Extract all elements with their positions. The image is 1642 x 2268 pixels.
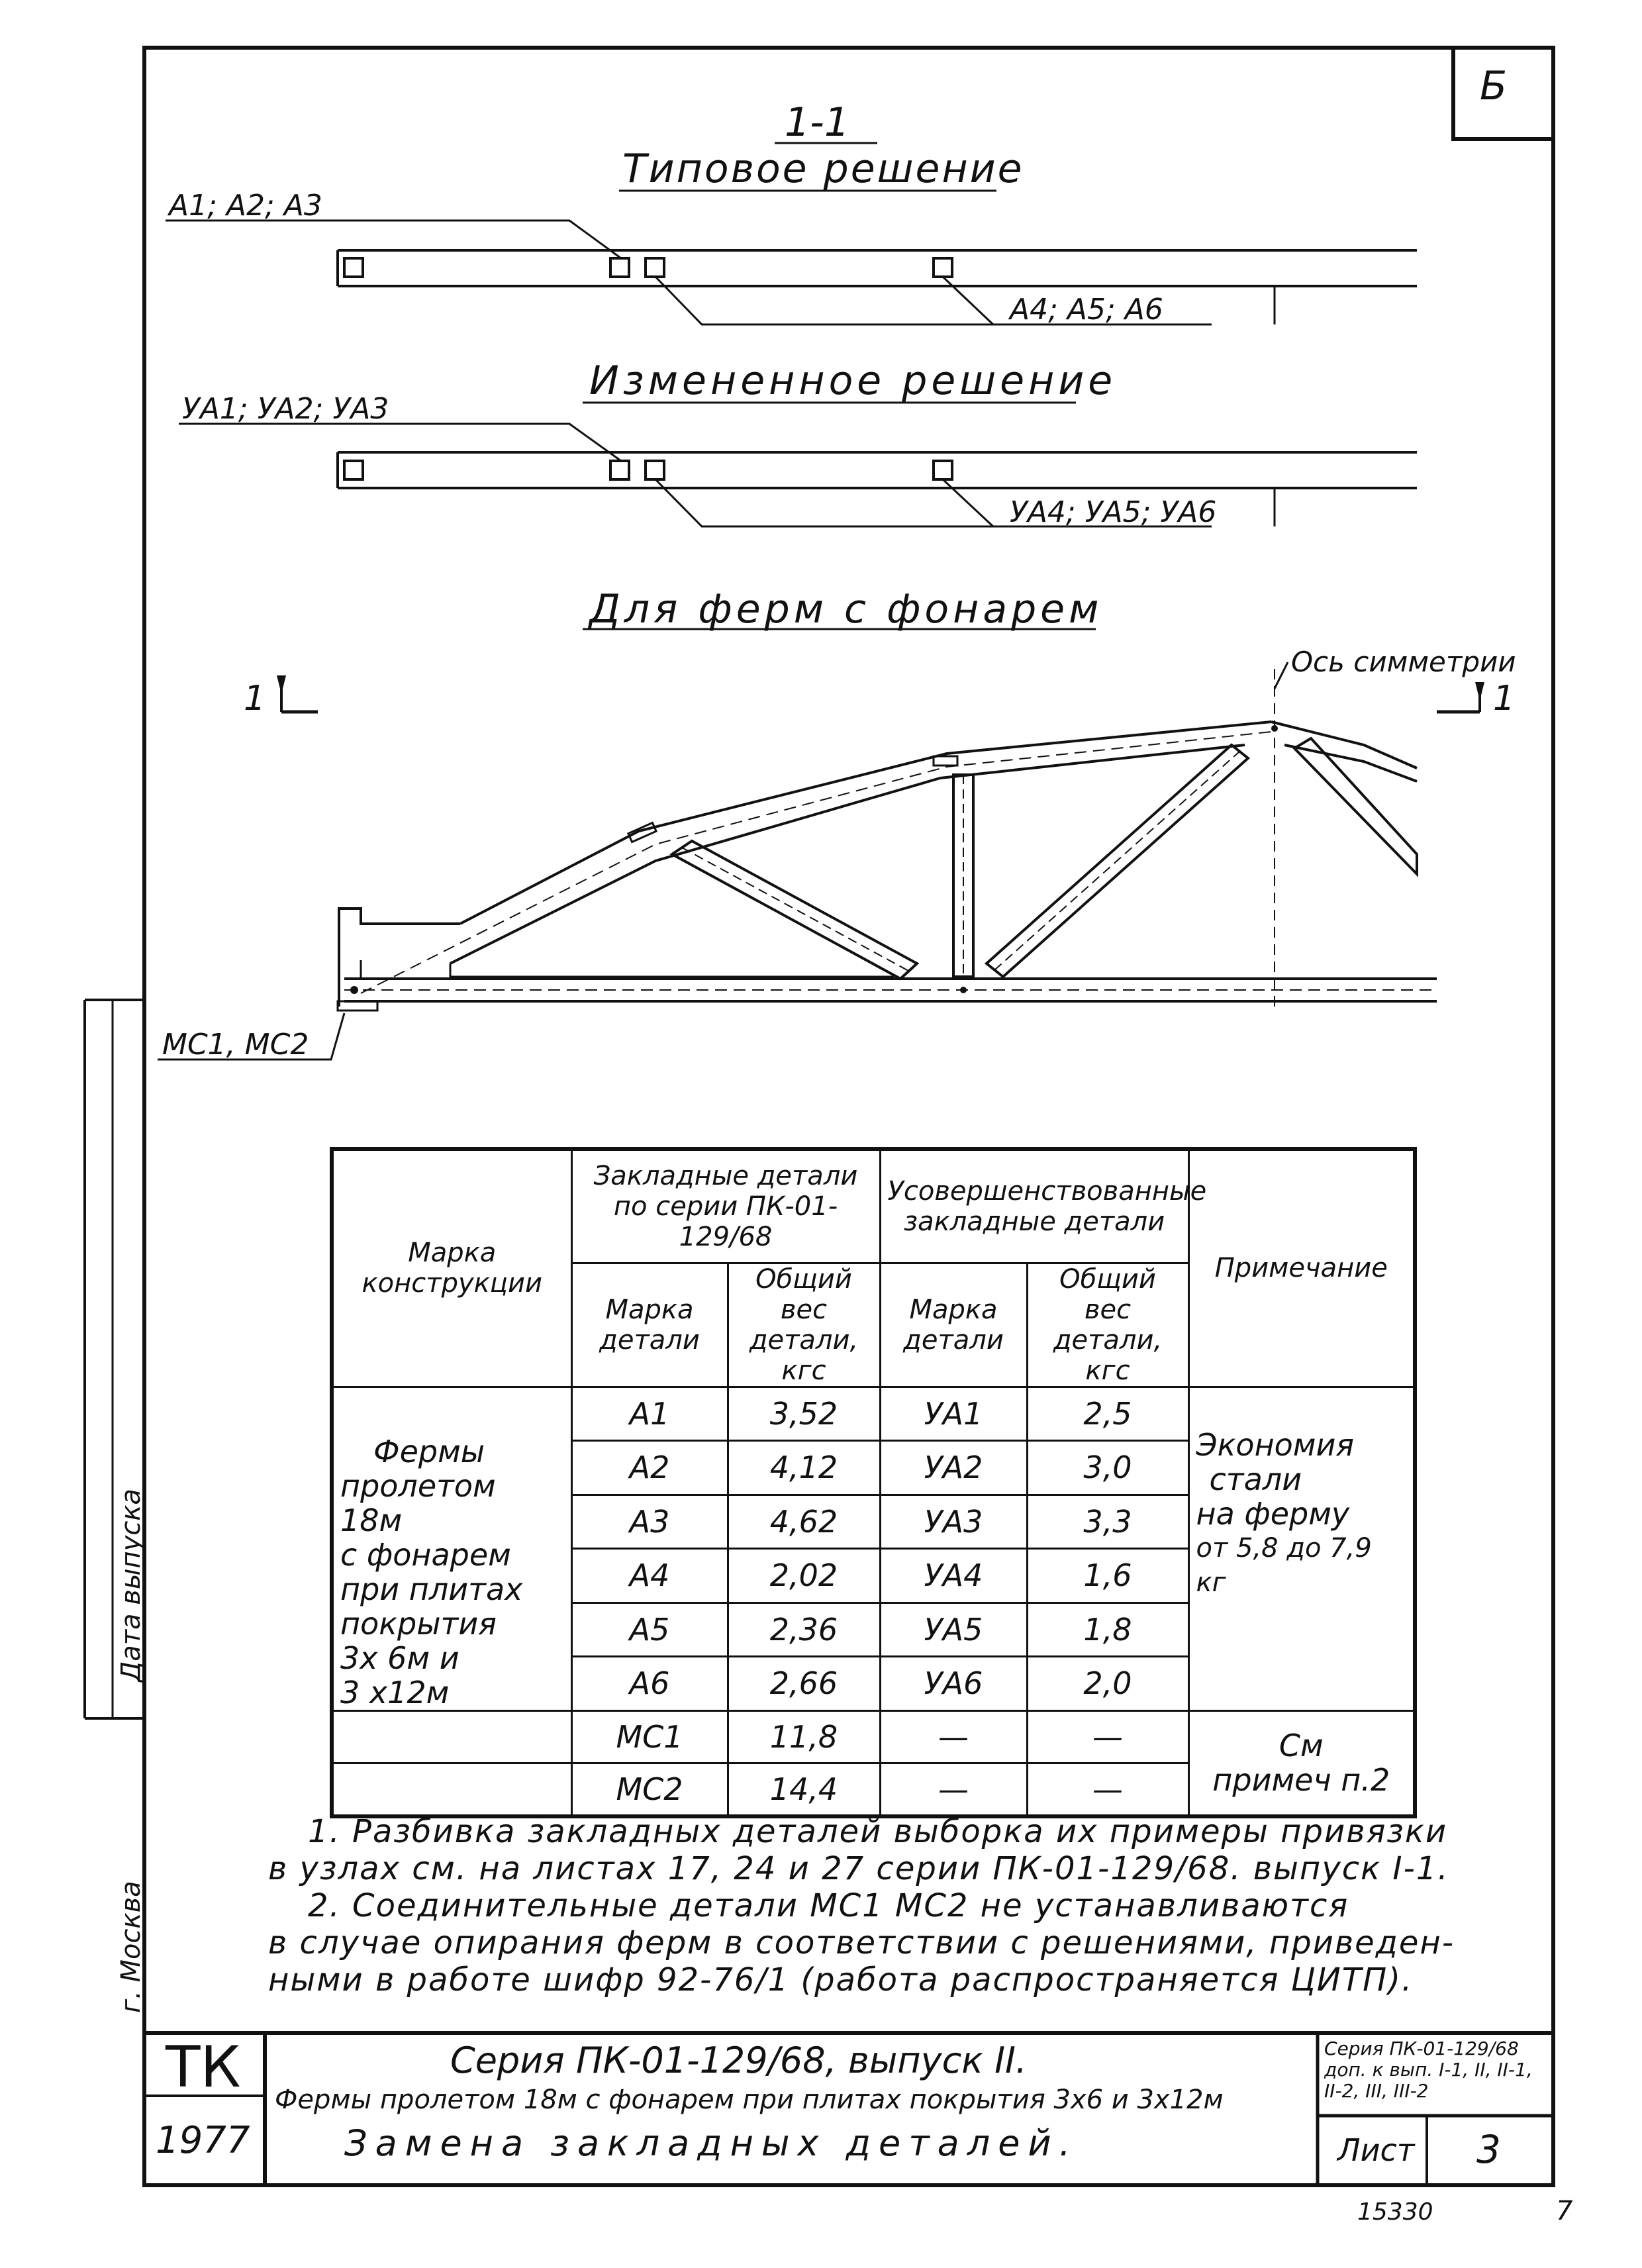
- stamp-series: Серия ПК-01-129/68, выпуск II.: [450, 2040, 1028, 2081]
- cell-new-weight: 3,3: [1027, 1495, 1188, 1549]
- typical-label-right: А4; А5; А6: [1010, 293, 1163, 326]
- cell-new-weight: 2,5: [1027, 1387, 1188, 1441]
- changed-label-left: УА1; УА2; УА3: [182, 392, 389, 426]
- header-note: Примечание: [1188, 1149, 1415, 1387]
- typical-label-left: А1; А2; А3: [169, 189, 322, 222]
- header-construction-mark: Марка конструкции: [332, 1149, 571, 1387]
- typical-title: Типовое решение: [622, 146, 1024, 192]
- cell-new-weight: 2,0: [1027, 1657, 1188, 1711]
- stamp-ref-line: Серия ПК-01-129/68: [1324, 2038, 1519, 2059]
- stamp-sheet-label: Лист: [1337, 2132, 1415, 2168]
- cut-mark-right: 1: [1493, 679, 1516, 718]
- changed-label-right: УА4; УА5; УА6: [1010, 495, 1217, 529]
- stamp-year: 1977: [156, 2119, 250, 2162]
- note-line: См: [1279, 1728, 1324, 1763]
- stamp-org: ТК: [166, 2034, 241, 2100]
- cell-mark: А4: [571, 1549, 728, 1603]
- details-table: [330, 1147, 1417, 1818]
- cell-new-mark: —: [880, 1710, 1027, 1763]
- cell-mark: А1: [571, 1387, 728, 1441]
- cell-new-mark: УА1: [880, 1387, 1027, 1441]
- table-row: [332, 1710, 1415, 1763]
- construction-cell-empty: [332, 1710, 571, 1763]
- stamp-ref-line: II-2, III, III-2: [1324, 2080, 1429, 2102]
- construction-cell-empty: [332, 1763, 571, 1816]
- cell-mark: А5: [571, 1602, 728, 1657]
- margin-city: г. Москва: [116, 1881, 146, 2013]
- cell-new-mark: УА6: [880, 1657, 1027, 1711]
- header-new-detail-mark: Марка детали: [880, 1263, 1027, 1387]
- section-mark: 1-1: [785, 99, 849, 146]
- cell-new-weight: —: [1027, 1710, 1188, 1763]
- bottom-code: 15330: [1357, 2198, 1433, 2226]
- construction-cell: [332, 1387, 571, 1710]
- header-detail-mark: Марка детали: [571, 1263, 728, 1387]
- construction-line: при плитах: [340, 1571, 523, 1607]
- note-see-cell: [1188, 1710, 1415, 1816]
- table-row: [332, 1387, 1415, 1441]
- axis-of-symmetry-label: Ось симметрии: [1291, 646, 1516, 678]
- cell-mark: А3: [571, 1495, 728, 1549]
- cell-mark: А6: [571, 1657, 728, 1711]
- cell-weight: 2,66: [728, 1657, 880, 1711]
- note-line: в узлах см. на листах 17, 24 и 27 серии ПК-01-129/68. выпуск I-1.: [268, 1850, 1449, 1887]
- stamp-line3: Замена закладных деталей.: [344, 2122, 1079, 2164]
- construction-line: покрытия: [340, 1605, 497, 1642]
- note-line: ными в работе шифр 92-76/1 (работа распространяется ЦИТП).: [268, 1961, 1414, 1998]
- cell-new-mark: УА5: [880, 1602, 1027, 1657]
- cell-weight: 4,62: [728, 1495, 880, 1549]
- note-line: от 5,8 до 7,9 кг: [1196, 1532, 1372, 1598]
- cell-weight: 11,8: [728, 1710, 880, 1763]
- note-line: стали: [1209, 1461, 1302, 1497]
- note-line: примеч п.2: [1212, 1762, 1390, 1798]
- stamp-sheet-number: 3: [1476, 2127, 1501, 2172]
- note-economy-cell: [1188, 1387, 1415, 1710]
- notes-block: [268, 1813, 1526, 1998]
- cut-mark-left: 1: [244, 679, 266, 718]
- stamp-line2: Фермы пролетом 18м с фонарем при плитах покрытия 3х6 и 3х12м: [275, 2085, 1224, 2115]
- stamp-ref: [1324, 2038, 1533, 2102]
- lantern-title: Для ферм с фонарем: [589, 586, 1103, 632]
- note-line: в случае опирания ферм в соответствии с решениями, приведен-: [268, 1924, 1455, 1961]
- construction-line: 3х 6м и: [340, 1640, 459, 1676]
- cell-new-mark: УА2: [880, 1441, 1027, 1495]
- bearing-label: МС1, МС2: [162, 1028, 309, 1061]
- cell-new-mark: УА3: [880, 1495, 1027, 1549]
- header-improved-group: Усовершенствованные закладные детали: [880, 1149, 1188, 1263]
- header-total-weight: Общий вес детали, кгс: [728, 1263, 880, 1387]
- cell-new-weight: 1,8: [1027, 1602, 1188, 1657]
- cell-mark: МС1: [571, 1710, 728, 1763]
- changed-title: Измененное решение: [589, 358, 1117, 404]
- cell-new-mark: —: [880, 1763, 1027, 1816]
- note-line: 2. Соединительные детали МС1 МС2 не устанавливаются: [308, 1887, 1349, 1924]
- margin-date-label: Дата выпуска: [116, 1489, 146, 1682]
- cell-mark: МС2: [571, 1763, 728, 1816]
- cell-mark: А2: [571, 1441, 728, 1495]
- construction-line: Фермы: [373, 1433, 485, 1469]
- cell-new-weight: —: [1027, 1763, 1188, 1816]
- cell-new-weight: 3,0: [1027, 1441, 1188, 1495]
- cell-weight: 4,12: [728, 1441, 880, 1495]
- note-line: на ферму: [1196, 1495, 1350, 1532]
- corner-mark: Б: [1480, 63, 1508, 109]
- construction-line: пролетом 18м: [340, 1467, 496, 1538]
- bottom-page: 7: [1556, 2196, 1573, 2226]
- construction-line: с фонарем: [340, 1536, 511, 1573]
- stamp-ref-line: доп. к вып. I-1, II, II-1,: [1324, 2059, 1533, 2081]
- cell-new-mark: УА4: [880, 1549, 1027, 1603]
- cell-weight: 2,02: [728, 1549, 880, 1603]
- cell-weight: 2,36: [728, 1602, 880, 1657]
- note-line: 1. Разбивка закладных деталей выборка их примеры привязки: [308, 1813, 1448, 1850]
- header-new-total-weight: Общий вес детали, кгс: [1027, 1263, 1188, 1387]
- cell-weight: 14,4: [728, 1763, 880, 1816]
- construction-line: 3 х12м: [340, 1674, 450, 1710]
- cell-weight: 3,52: [728, 1387, 880, 1441]
- note-line: Экономия: [1196, 1426, 1355, 1463]
- cell-new-weight: 1,6: [1027, 1549, 1188, 1603]
- header-series-group: Закладные детали по серии ПК-01-129/68: [571, 1149, 880, 1263]
